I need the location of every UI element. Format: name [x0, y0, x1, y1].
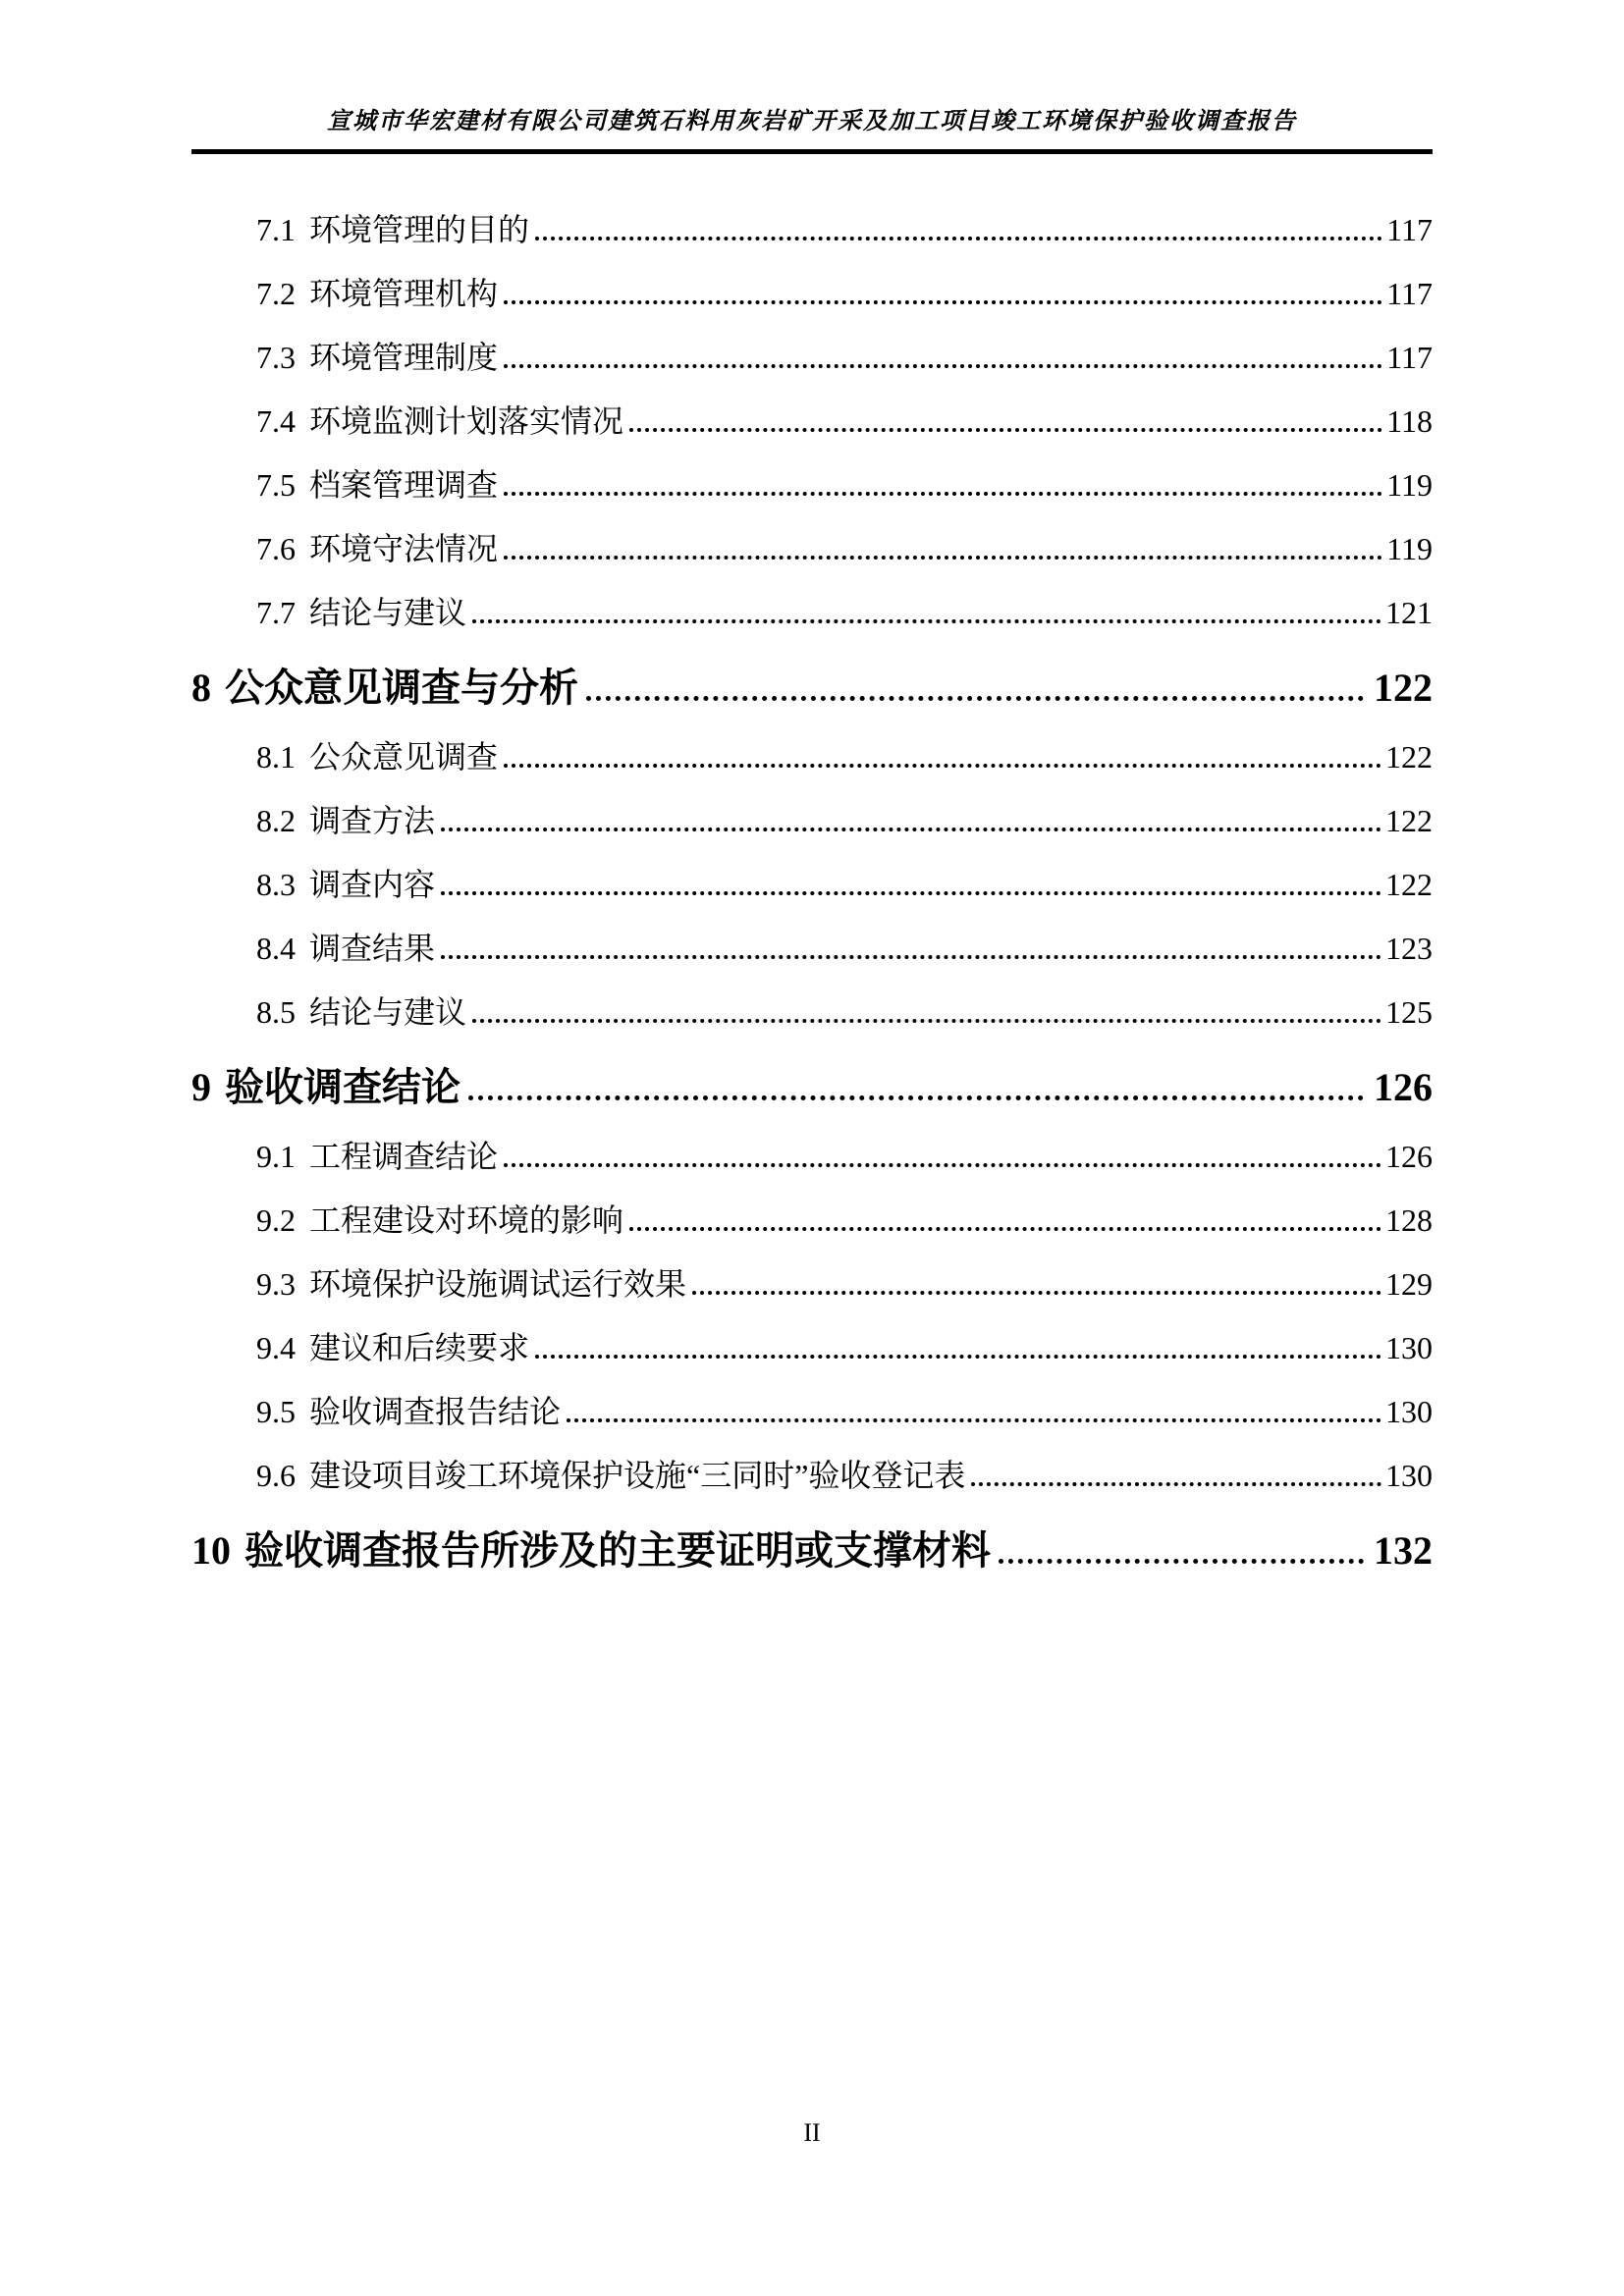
toc-entry-number: 9.3 — [256, 1266, 296, 1302]
toc-entry-number: 8 — [191, 666, 211, 710]
dot-leader — [971, 1482, 1381, 1486]
toc-entry-number: 8.5 — [256, 994, 296, 1030]
toc-entry-page: 130 — [1385, 1458, 1433, 1493]
toc-entry-page: 119 — [1386, 467, 1433, 503]
dot-leader — [504, 764, 1381, 768]
toc-entry-title: 环境管理机构 — [309, 276, 499, 311]
toc-entry-page: 117 — [1386, 276, 1433, 311]
toc-entry-page: 126 — [1385, 1139, 1433, 1174]
toc-entry-title: 环境管理制度 — [309, 340, 499, 375]
dot-leader — [504, 364, 1382, 368]
toc-entry-page: 128 — [1385, 1202, 1433, 1238]
toc-entry-page: 118 — [1386, 403, 1433, 439]
toc-entry-number: 9 — [191, 1065, 211, 1109]
toc-entry-7-1 — [191, 198, 1433, 262]
toc-entry-7-7 — [191, 581, 1433, 645]
toc-entry-page: 123 — [1385, 931, 1433, 966]
toc-entry-page: 117 — [1386, 212, 1433, 247]
toc-entry-page: 121 — [1385, 595, 1433, 630]
toc-entry-title: 调查结果 — [309, 931, 436, 966]
toc-entry-7-3 — [191, 326, 1433, 390]
toc-entry-title: 验收调查结论 — [225, 1065, 460, 1109]
dot-leader — [504, 556, 1382, 560]
toc-entry-number: 9.6 — [256, 1458, 296, 1493]
toc-entry-page: 132 — [1374, 1528, 1433, 1573]
toc-entry-8-2 — [191, 789, 1433, 853]
toc-entry-number: 8.1 — [256, 739, 296, 774]
dot-leader — [629, 1227, 1381, 1231]
toc-entry-number: 7.1 — [256, 212, 296, 247]
toc-entry-title: 验收调查报告结论 — [309, 1394, 562, 1429]
toc-entry-9-6 — [191, 1444, 1433, 1508]
dot-leader — [999, 1559, 1364, 1564]
running-header-title: 宣城市华宏建材有限公司建筑石料用灰岩矿开采及加工项目竣工环境保护验收调查报告 — [327, 109, 1297, 134]
toc-entry-title: 调查内容 — [309, 867, 436, 902]
toc-entry-page: 122 — [1385, 739, 1433, 774]
dot-leader — [692, 1291, 1381, 1295]
dot-leader — [468, 1095, 1364, 1100]
toc-entry-title: 环境管理的目的 — [309, 212, 530, 247]
toc-entry-page: 117 — [1386, 340, 1433, 375]
toc-entry-9-5 — [191, 1380, 1433, 1444]
page-header — [0, 0, 1624, 154]
toc-entry-number: 7.3 — [256, 340, 296, 375]
dot-leader — [441, 891, 1381, 895]
toc-entry-8 — [191, 651, 1433, 725]
toc-entry-number: 9.1 — [256, 1139, 296, 1174]
toc-entry-8-4 — [191, 917, 1433, 981]
toc-entry-9-1 — [191, 1125, 1433, 1189]
toc-entry-number: 9.2 — [256, 1202, 296, 1238]
toc-entry-9 — [191, 1050, 1433, 1125]
toc-entry-number: 10 — [191, 1528, 231, 1573]
toc-entry-title: 工程建设对环境的影响 — [309, 1202, 624, 1238]
page-number: II — [803, 2118, 821, 2147]
dot-leader — [567, 1418, 1381, 1422]
toc-entry-title: 结论与建议 — [309, 595, 467, 630]
toc-entry-number: 7.6 — [256, 531, 296, 566]
toc-entry-number: 8.2 — [256, 803, 296, 838]
dot-leader — [629, 428, 1382, 432]
toc-entry-number: 7.7 — [256, 595, 296, 630]
dot-leader — [535, 237, 1382, 240]
toc-entry-7-4 — [191, 390, 1433, 454]
toc-entry-title: 建设项目竣工环境保护设施“三同时”验收登记表 — [309, 1458, 966, 1493]
toc-entry-number: 7.2 — [256, 276, 296, 311]
dot-leader — [504, 492, 1382, 496]
header-rule — [191, 149, 1433, 154]
toc-entry-number: 9.4 — [256, 1330, 296, 1365]
dot-leader — [535, 1355, 1381, 1359]
toc-entry-7-5 — [191, 454, 1433, 517]
dot-leader — [586, 696, 1364, 701]
dot-leader — [441, 955, 1381, 959]
dot-leader — [504, 300, 1382, 304]
dot-leader — [504, 1163, 1381, 1167]
toc-entry-9-2 — [191, 1189, 1433, 1253]
toc-entry-title: 工程调查结论 — [309, 1139, 499, 1174]
toc-entry-page: 130 — [1385, 1330, 1433, 1365]
toc-entry-number: 9.5 — [256, 1394, 296, 1429]
toc-entry-number: 8.3 — [256, 867, 296, 902]
toc-entry-title: 公众意见调查 — [309, 739, 499, 774]
toc-entry-title: 验收调查报告所涉及的主要证明或支撑材料 — [244, 1528, 991, 1573]
toc-entry-page: 122 — [1374, 666, 1433, 710]
toc-entry-7-2 — [191, 262, 1433, 326]
toc-entry-8-5 — [191, 981, 1433, 1044]
toc-entry-page: 129 — [1385, 1266, 1433, 1302]
toc-entry-page: 122 — [1385, 867, 1433, 902]
toc-entry-title: 公众意见调查与分析 — [225, 666, 578, 710]
table-of-contents — [191, 198, 1433, 1588]
toc-entry-title: 环境守法情况 — [309, 531, 499, 566]
toc-entry-number: 7.5 — [256, 467, 296, 503]
toc-entry-title: 环境保护设施调试运行效果 — [309, 1266, 687, 1302]
toc-entry-title: 环境监测计划落实情况 — [309, 403, 624, 439]
dot-leader — [472, 1019, 1381, 1023]
toc-entry-page: 119 — [1386, 531, 1433, 566]
toc-entry-9-3 — [191, 1253, 1433, 1316]
toc-entry-title: 档案管理调查 — [309, 467, 499, 503]
toc-entry-10 — [191, 1514, 1433, 1588]
toc-entry-page: 126 — [1374, 1065, 1433, 1109]
toc-entry-page: 125 — [1385, 994, 1433, 1030]
toc-entry-number: 8.4 — [256, 931, 296, 966]
page-footer — [0, 2116, 1624, 2150]
dot-leader — [472, 619, 1381, 623]
toc-entry-page: 130 — [1385, 1394, 1433, 1429]
toc-entry-title: 调查方法 — [309, 803, 436, 838]
toc-entry-number: 7.4 — [256, 403, 296, 439]
toc-entry-9-4 — [191, 1316, 1433, 1380]
toc-entry-8-1 — [191, 725, 1433, 789]
toc-entry-page: 122 — [1385, 803, 1433, 838]
toc-entry-8-3 — [191, 853, 1433, 917]
dot-leader — [441, 828, 1381, 831]
toc-entry-7-6 — [191, 517, 1433, 581]
toc-entry-title: 结论与建议 — [309, 994, 467, 1030]
toc-entry-title: 建议和后续要求 — [309, 1330, 530, 1365]
